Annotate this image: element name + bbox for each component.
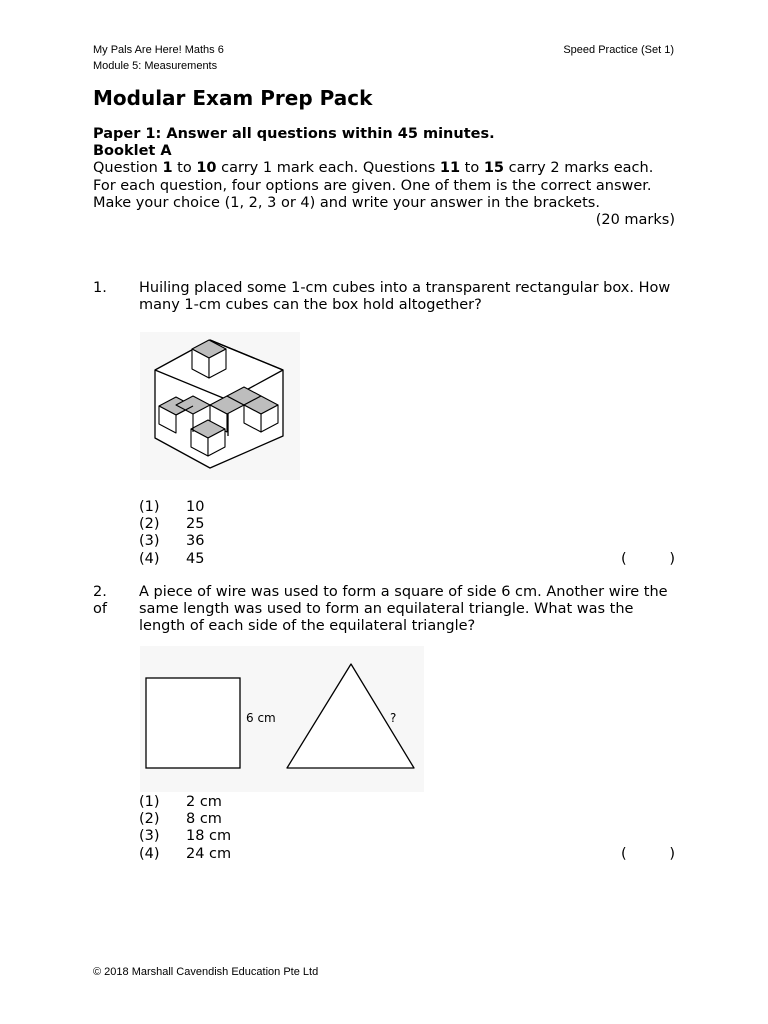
option-value: 24 cm <box>186 845 232 862</box>
option-value: 45 <box>186 550 205 567</box>
option-3[interactable] <box>139 828 675 845</box>
option-label: (2) <box>139 811 160 828</box>
bracket-open: ( <box>621 550 627 567</box>
question-1-options <box>139 499 675 568</box>
marks-number: 1 <box>162 160 173 177</box>
cube-box-figure <box>140 332 300 480</box>
header-book-title: My Pals Are Here! Maths 6 <box>93 44 224 56</box>
bracket-close: ) <box>669 550 675 567</box>
instructions <box>93 126 675 229</box>
marks-text: carry 2 marks each. <box>504 160 654 177</box>
paper-instruction: Paper 1: Answer all questions within 45 minutes. <box>93 126 495 142</box>
answer-bracket[interactable] <box>621 551 675 568</box>
page-title: Modular Exam Prep Pack <box>93 86 373 110</box>
option-label: (2) <box>139 516 160 533</box>
marks-instruction <box>93 160 675 177</box>
option-value: 8 cm <box>186 811 222 828</box>
marks-text: to <box>460 160 484 177</box>
square-shape <box>146 678 240 768</box>
choice-instruction: Make your choice (1, 2, 3 or 4) and write your answer in the brackets. <box>93 194 600 211</box>
option-value: 2 cm <box>186 794 222 810</box>
option-1[interactable] <box>139 794 675 811</box>
square-triangle-figure <box>140 646 424 792</box>
option-value: 10 <box>186 499 205 515</box>
bracket-open: ( <box>621 845 627 862</box>
option-label: (3) <box>139 533 160 550</box>
option-value: 25 <box>186 516 205 533</box>
marks-number: 10 <box>196 160 217 177</box>
option-1[interactable] <box>139 499 675 516</box>
booklet-label: Booklet A <box>93 143 172 160</box>
marks-text: to <box>172 160 197 177</box>
triangle-side-label: ? <box>390 711 397 725</box>
marks-text: carry 1 mark each. Questions <box>216 160 440 177</box>
option-value: 18 cm <box>186 828 232 845</box>
option-label: (1) <box>139 794 160 810</box>
marks-number: 15 <box>483 160 505 177</box>
question-2 <box>93 584 675 636</box>
question-number: 2. of <box>93 584 107 618</box>
option-label: (4) <box>139 550 160 567</box>
option-4[interactable] <box>139 551 675 568</box>
total-marks: (20 marks) <box>595 212 675 229</box>
option-3[interactable] <box>139 533 675 550</box>
header-module: Module 5: Measurements <box>93 60 218 72</box>
question-text: A piece of wire was used to form a square of side 6 cm. Another wire the same length was used to form an equilateral triangle. What was the length of each side of the equilateral triangle? <box>139 584 668 635</box>
option-label: (3) <box>139 828 160 845</box>
question-number: 1. <box>93 280 107 296</box>
question-text: Huiling placed some 1-cm cubes into a transparent rectangular box. How many 1-cm cubes can the box hold altogether? <box>139 280 671 314</box>
option-label: (4) <box>139 845 160 862</box>
marks-number: 11 <box>439 160 461 177</box>
header-left <box>93 42 224 74</box>
copyright-footer: © 2018 Marshall Cavendish Education Pte Ltd <box>93 966 319 978</box>
option-label: (1) <box>139 499 160 515</box>
marks-text: Question <box>93 160 163 177</box>
option-2[interactable] <box>139 516 675 533</box>
question-2-options <box>139 794 675 863</box>
header-set: Speed Practice (Set 1) <box>563 44 674 56</box>
bracket-close: ) <box>669 845 675 862</box>
option-4[interactable] <box>139 846 675 863</box>
square-side-label: 6 cm <box>246 711 276 725</box>
option-2[interactable] <box>139 811 675 828</box>
option-value: 36 <box>186 533 205 550</box>
answer-bracket[interactable] <box>621 846 675 863</box>
options-instruction: For each question, four options are given. One of them is the correct answer. <box>93 177 652 194</box>
question-1 <box>93 280 675 314</box>
